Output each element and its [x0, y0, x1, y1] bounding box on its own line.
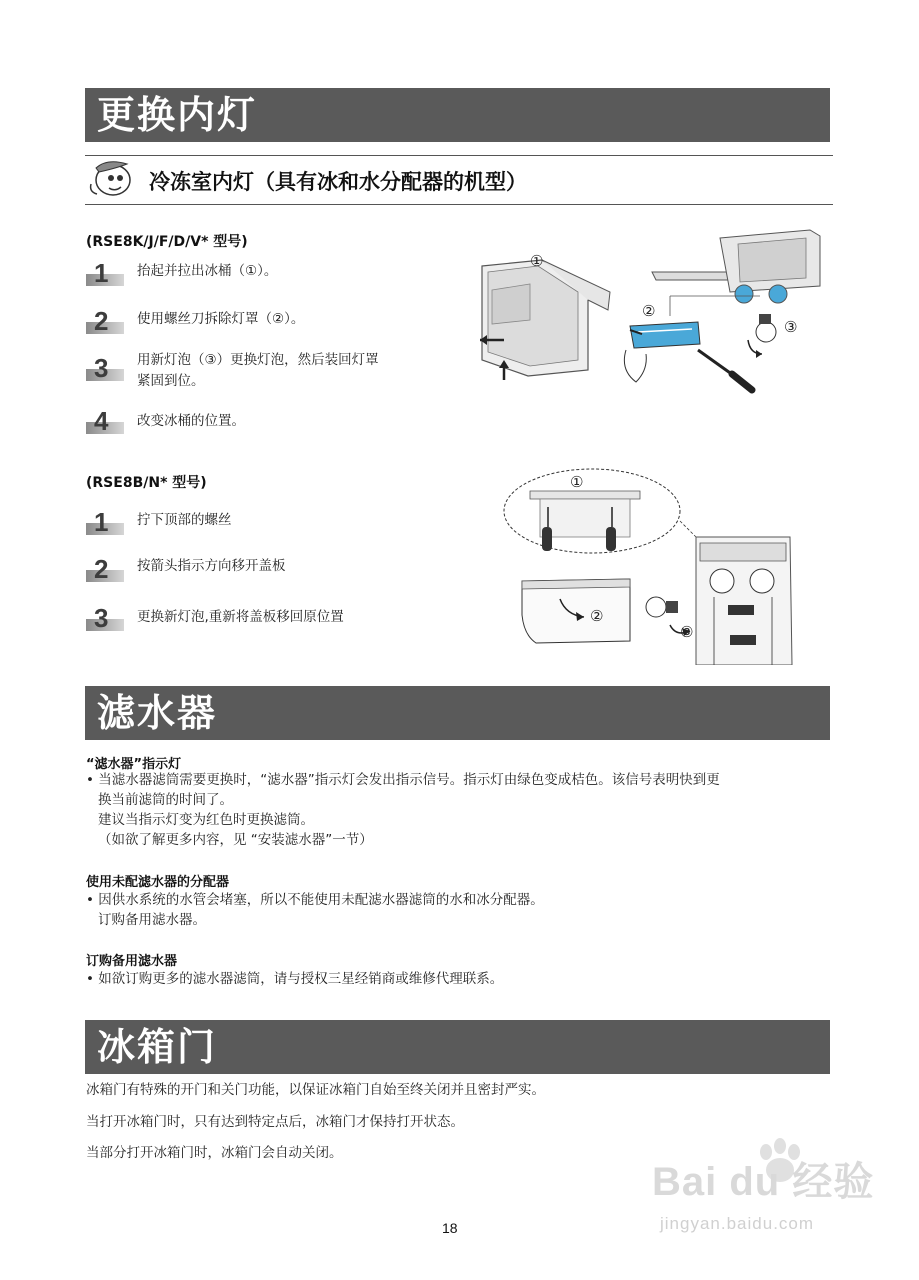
- step-text: 按箭头指示方向移开盖板: [137, 558, 286, 574]
- cover-lamp-figure: [500, 465, 800, 665]
- figure-label: ①: [570, 473, 584, 491]
- figure-label: ②: [590, 607, 604, 625]
- mascot-icon: [87, 158, 135, 200]
- body-line: • 当滤水器滤筒需要更换时，“滤水器”指示灯会发出指示信号。指示灯由绿色变成桔色。该信号表明快到更: [86, 772, 720, 788]
- door-paragraph: 冰箱门有特殊的开门和关门功能，以保证冰箱门自始至终关闭并且密封严实。: [86, 1082, 545, 1098]
- step-badge: 3: [86, 603, 126, 635]
- step-text: 抬起并拉出冰桶（①）。: [137, 263, 278, 279]
- body-line: • 如欲订购更多的滤水器滤筒，请与授权三星经销商或维修代理联系。: [86, 971, 504, 987]
- step-badge: 1: [86, 258, 126, 290]
- subheading-title: 冷冻室内灯（具有冰和水分配器的机型）: [149, 170, 527, 194]
- body-line: （如欲了解更多内容，见 “安装滤水器”一节）: [98, 832, 373, 848]
- step-text: 用新灯泡（③）更换灯泡，然后装回灯罩紧固到位。: [137, 352, 379, 389]
- block-heading: 订购备用滤水器: [86, 954, 178, 969]
- model-label-b: (RSE8B/N* 型号): [86, 475, 207, 491]
- step-text: 更换新灯泡,重新将盖板移回原位置: [137, 609, 344, 625]
- model-label-a: (RSE8K/J/F/D/V* 型号): [86, 234, 248, 250]
- figure-label: ③: [680, 623, 694, 641]
- body-line: 建议当指示灯变为红色时更换滤筒。: [98, 812, 314, 828]
- section-title-light: 更换内灯: [85, 88, 830, 142]
- section-title-filter: 滤水器: [85, 686, 830, 740]
- step-text: 拧下顶部的螺丝: [137, 512, 232, 528]
- watermark-logo: Bai du 经验: [652, 1160, 875, 1204]
- block-heading: “滤水器”指示灯: [86, 757, 182, 772]
- watermark-url: jingyan.baidu.com: [660, 1214, 815, 1233]
- block-body: [86, 770, 831, 850]
- block-body: [86, 969, 831, 989]
- step-badge: 2: [86, 554, 126, 586]
- page-number: 18: [442, 1220, 458, 1236]
- step-text: 使用螺丝刀拆除灯罩（②）。: [137, 311, 305, 327]
- step-text: 改变冰桶的位置。: [137, 413, 245, 429]
- subheading-bar: [85, 155, 833, 205]
- step-badge: 4: [86, 406, 126, 438]
- section-title-door: 冰箱门: [85, 1020, 830, 1074]
- step-badge: 2: [86, 306, 126, 338]
- figure-label: ②: [642, 302, 656, 320]
- body-line: 换当前滤筒的时间了。: [98, 792, 233, 808]
- body-line: • 因供水系统的水管会堵塞，所以不能使用未配滤水器滤筒的水和冰分配器。: [86, 892, 544, 908]
- figure-label: ①: [530, 252, 544, 270]
- door-paragraph: 当部分打开冰箱门时，冰箱门会自动关闭。: [86, 1145, 343, 1161]
- figure-label: ③: [784, 318, 798, 336]
- door-paragraph: 当打开冰箱门时，只有达到特定点后，冰箱门才保持打开状态。: [86, 1114, 464, 1130]
- ice-bin-lamp-figure: [470, 220, 830, 400]
- step-badge: 1: [86, 507, 126, 539]
- step-badge: 3: [86, 353, 126, 385]
- block-heading: 使用未配滤水器的分配器: [86, 875, 230, 890]
- body-line: 订购备用滤水器。: [98, 912, 206, 928]
- block-body: [86, 890, 831, 930]
